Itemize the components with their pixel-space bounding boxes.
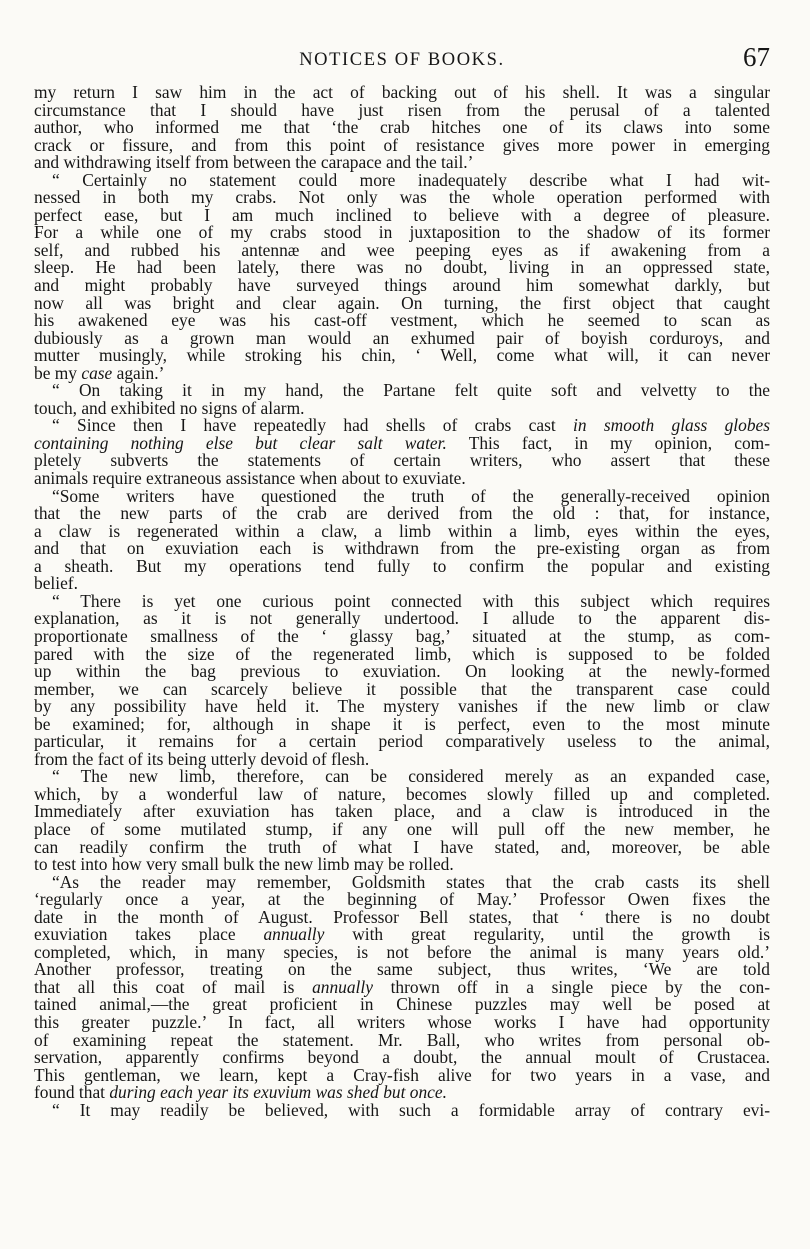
italic-phrase: during each year its exuvium was shed but once. [109,1082,447,1103]
line-text: which, by a wonderful law of nature, becomes slowly filled up and completed. [34,783,770,804]
line-text: crack or fissure, and from this point of resistance gives more power in emerging [34,134,770,155]
italic-phrase: containing nothing else but clear salt water. [34,432,447,453]
line-text: Another professor, treating on the same subject, thus writes, ‘We are told [34,959,770,980]
line-text: For a while one of my crabs stood in juxtaposition to the shadow of its former [34,222,770,243]
line-text: perfect ease, but I am much inclined to believe with a degree of pleasure. [34,204,770,225]
italic-phrase: in smooth glass globes [573,415,771,436]
line-text: “ There is yet one curious point connected with this subject which requires [52,590,770,611]
line-text: proportionate smallness of the ‘ glassy bag,’ situated at the stump, as com- [34,625,770,646]
line-text: “ It may readily be believed, with such a formidable array of contrary evi- [52,1099,770,1120]
line-text: animals require extraneous assistance when about to exuviate. [34,468,466,489]
line-text: tained animal,—the great proficient in Chinese puzzles may well be posed at [34,994,770,1015]
line-text: belief. [34,573,78,594]
line-text: “ Certainly no statement could more inadequately describe what I had wit- [52,169,770,190]
line-text: “As the reader may remember, Goldsmith states that the crab casts its shell [52,871,770,892]
line-text: explanation, as it is not generally undertood. I allude to the apparent dis- [34,608,770,629]
line-text: found that [34,1082,110,1103]
page-header [34,40,770,84]
line-text-after: This fact, in my opinion, com- [446,432,770,453]
line-text: circumstance that I should have just risen from the perusal of a talented [34,99,770,120]
line-text: place of some mutilated stump, if any one will pull off the new member, he [34,818,770,839]
line-text: up within the bag previous to exuviation. On looking at the newly-formed [34,661,770,682]
line-text: by any possibility have held it. The mystery vanishes if the new limb or claw [34,696,770,717]
line-text: my return I saw him in the act of backing out of his shell. It was a singular [34,82,770,102]
line-text: date in the month of August. Professor Bell states, that ‘ there is no doubt [34,906,770,927]
italic-phrase: annually [263,924,325,945]
line-text: his awakened eye was his cast-off vestment, which he seemed to scan as [34,310,770,331]
line-text: completed, which, in many species, is not before the animal is many years old.’ [34,941,770,962]
line-text: from the fact of its being utterly devoid of flesh. [34,748,370,769]
line-text: a sheath. But my operations tend fully to confirm the popular and existing [34,555,770,576]
line-text-after: again.’ [112,362,165,383]
line-text: nessed in both my crabs. Not only was the whole operation performed with [34,187,770,208]
running-title: NOTICES OF BOOKS. [299,50,505,70]
italic-phrase: annually [312,976,373,997]
line-text: touch, and exhibited no signs of alarm. [34,397,305,418]
line-text: “ The new limb, therefore, can be considered merely as an expanded case, [52,766,770,787]
line-text: that the new parts of the crab are derived from the old : that, for instance, [34,503,770,524]
line-text: particular, it remains for a certain period comparatively useless to the animal, [34,731,770,752]
line-text: “Some writers have questioned the truth of the generally-received opinion [52,485,770,506]
line-text: to test into how very small bulk the new limb may be rolled. [34,854,454,875]
line-text: a claw is regenerated within a claw, a limb within a limb, eyes within the eyes, [34,520,770,541]
line-text: servation, apparently confirms beyond a doubt, the annual moult of Crustacea. [34,1047,770,1068]
line-text: that all this coat of mail is [34,976,313,997]
line-text: member, we can scarcely believe it possible that the transparent case could [34,678,770,699]
text-line [34,555,770,576]
line-text: and might probably have surveyed things around him somewhat darkly, but [34,275,770,296]
line-text: self, and rubbed his antennæ and wee peeping eyes as if awakening from a [34,239,770,260]
line-text: mutter musingly, while stroking his chin, ‘ Well, come what will, it can never [34,345,770,366]
line-text: be examined; for, although in shape it is perfect, even to the most minute [34,713,770,734]
body-text [34,84,770,1119]
line-text: exuviation takes place [34,924,264,945]
line-text: pletely subverts the statements of certain writers, who assert that these [34,450,770,471]
line-text: author, who informed me that ‘the crab hitches one of its claws into some [34,117,770,138]
line-text: and withdrawing itself from between the carapace and the tail.’ [34,152,474,173]
line-text: of examining repeat the statement. Mr. Ball, who writes from personal ob- [34,1029,770,1050]
line-text: “ On taking it in my hand, the Partane felt quite soft and velvetty to the [52,380,770,401]
line-text: This gentleman, we learn, kept a Cray-fish alive for two years in a vase, and [34,1064,770,1085]
text-line [34,1099,770,1120]
page-number: 67 [743,42,770,72]
line-text-after: with great regularity, until the growth is [324,924,770,945]
line-text: and that on exuviation each is withdrawn from the pre-existing organ as from [34,538,770,559]
line-text: ‘regularly once a year, at the beginning of May.’ Professor Owen fixes the [34,889,770,910]
line-text: be my [34,362,82,383]
line-text: dubiously as a grown man would an exhumed pair of boyish corduroys, and [34,327,770,348]
line-text: sleep. He had been lately, there was no doubt, living in an oppressed state, [34,257,770,278]
line-text: this greater puzzle.’ In fact, all writers whose works I have had opportunity [34,1011,770,1032]
line-text: can readily confirm the truth of what I have stated, and, moreover, be able [34,836,770,857]
line-text: pared with the size of the regenerated limb, which is supposed to be folded [34,643,770,664]
line-text: Immediately after exuviation has taken place, and a claw is introduced in the [34,801,770,822]
line-text: now all was bright and clear again. On turning, the first object that caught [34,292,770,313]
line-text-after: thrown off in a single piece by the con- [372,976,770,997]
line-text: “ Since then I have repeatedly had shells of crabs cast [52,415,574,436]
italic-phrase: case [81,362,113,383]
